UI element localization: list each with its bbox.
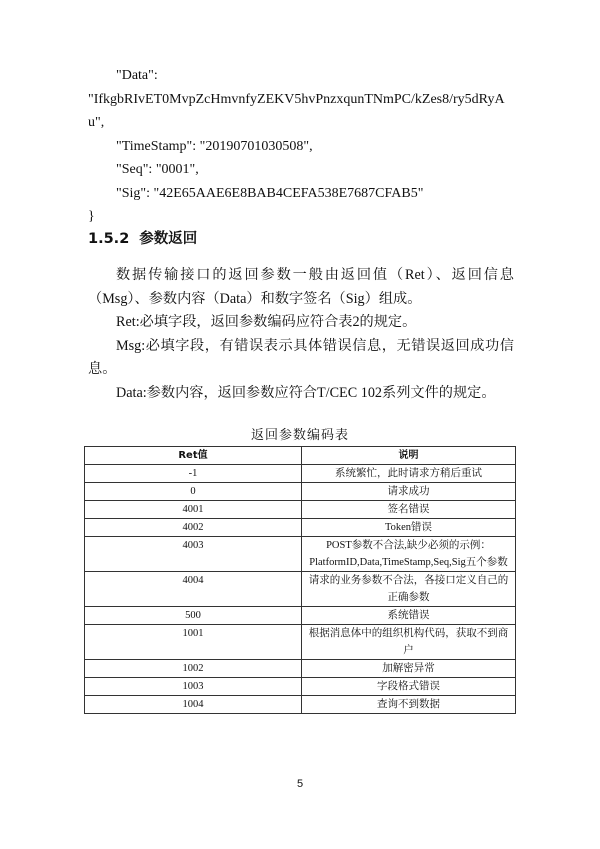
paragraph-data: Data:参数内容，返回参数应符合T/CEC 102系列文件的规定。 bbox=[116, 384, 496, 401]
page-number: 5 bbox=[296, 778, 304, 790]
header-desc: 说明 bbox=[302, 447, 516, 465]
desc-cell: 系统繁忙，此时请求方稍后重试 bbox=[302, 465, 516, 483]
return-code-table bbox=[84, 446, 516, 714]
section-heading bbox=[88, 228, 197, 250]
table-row bbox=[85, 519, 516, 537]
desc-cell: POST参数不合法,缺少必须的示例：PlatformID,Data,TimeStamp,Seq,Sig五个参数 bbox=[302, 537, 516, 572]
code-line-seq: "Seq": "0001", bbox=[116, 162, 199, 177]
table-row bbox=[85, 501, 516, 519]
ret-cell: -1 bbox=[85, 465, 302, 483]
table-row bbox=[85, 483, 516, 501]
table-caption: 返回参数编码表 bbox=[250, 428, 349, 443]
section-number: 1.5.2 bbox=[88, 231, 130, 247]
table-row bbox=[85, 572, 516, 607]
desc-cell: 查询不到数据 bbox=[302, 696, 516, 714]
ret-cell: 4001 bbox=[85, 501, 302, 519]
ret-cell: 4004 bbox=[85, 572, 302, 607]
desc-cell: 请求成功 bbox=[302, 483, 516, 501]
paragraph-intro: 数据传输接口的返回参数一般由返回值（Ret）、返回信息（Msg）、参数内容（Data）和数字签名（Sig）组成。 bbox=[88, 267, 514, 307]
desc-cell: Token错误 bbox=[302, 519, 516, 537]
section-title: 参数返回 bbox=[139, 231, 198, 247]
paragraph-msg: Msg:必填字段，有错误表示具体错误信息，无错误返回成功信息。 bbox=[88, 337, 514, 377]
ret-cell: 1001 bbox=[85, 625, 302, 660]
desc-cell: 根据消息体中的组织机构代码，获取不到商户 bbox=[302, 625, 516, 660]
table-header-row bbox=[85, 447, 516, 465]
table-row bbox=[85, 465, 516, 483]
ret-cell: 0 bbox=[85, 483, 302, 501]
code-line-data-value: "IfkgbRIvET0MvpZcHmvnfyZEKV5hvPnzxqunTNmPC/kZes8/ry5dRyAu", bbox=[88, 91, 505, 130]
table-row bbox=[85, 607, 516, 625]
table-row bbox=[85, 678, 516, 696]
desc-cell: 字段格式错误 bbox=[302, 678, 516, 696]
code-line-close-brace: } bbox=[88, 209, 95, 224]
paragraph-ret: Ret:必填字段，返回参数编码应符合表2的规定。 bbox=[116, 314, 417, 330]
desc-cell: 请求的业务参数不合法，各接口定义自己的正确参数 bbox=[302, 572, 516, 607]
ret-cell: 1003 bbox=[85, 678, 302, 696]
table-row bbox=[85, 537, 516, 572]
header-ret: Ret值 bbox=[85, 447, 302, 465]
table-row bbox=[85, 696, 516, 714]
table-row bbox=[85, 660, 516, 678]
desc-cell: 加解密异常 bbox=[302, 660, 516, 678]
section-body bbox=[88, 264, 514, 405]
table-row bbox=[85, 625, 516, 660]
desc-cell: 签名错误 bbox=[302, 501, 516, 519]
code-line-sig: "Sig": "42E65AAE6E8BAB4CEFA538E7687CFAB5" bbox=[116, 185, 424, 201]
ret-cell: 4003 bbox=[85, 537, 302, 572]
code-line-timestamp: "TimeStamp": "20190701030508", bbox=[116, 138, 313, 154]
ret-cell: 4002 bbox=[85, 519, 302, 537]
ret-cell: 500 bbox=[85, 607, 302, 625]
ret-cell: 1002 bbox=[85, 660, 302, 678]
ret-cell: 1004 bbox=[85, 696, 302, 714]
code-line-data-key: "Data": bbox=[116, 68, 158, 83]
json-code-block bbox=[88, 64, 518, 229]
desc-cell: 系统错误 bbox=[302, 607, 516, 625]
